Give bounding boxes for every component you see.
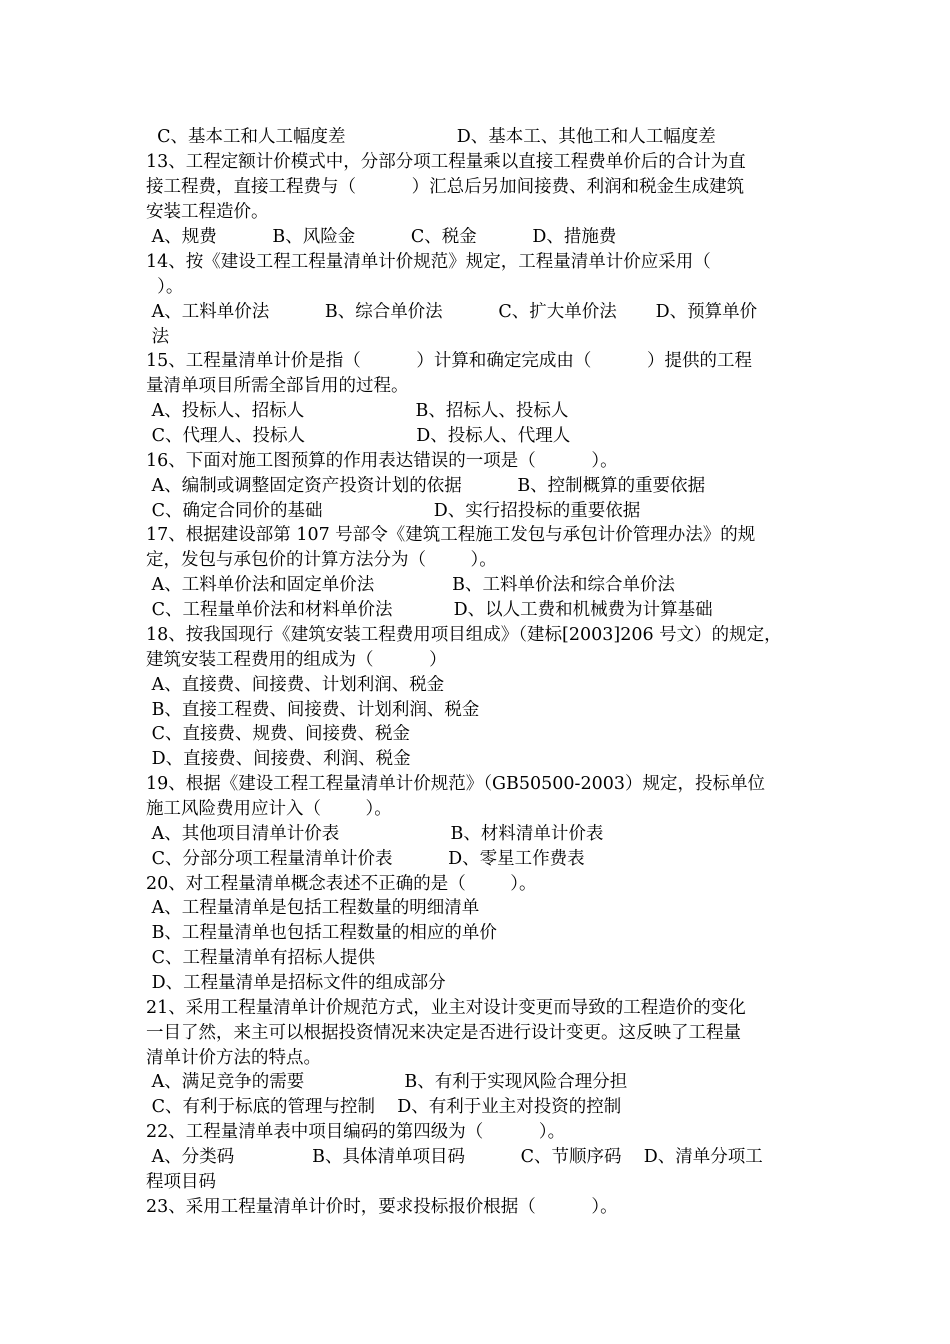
text-line: 18、按我国现行《建筑安装工程费用项目组成》（建标[2003]206 号文）的规定， [146, 625, 782, 645]
text-line: C、工程量清单有招标人提供 [146, 948, 375, 968]
text-line: 接工程费，直接工程费与（ ）汇总后另加间接费、利润和税金生成建筑 [146, 177, 745, 197]
text-line: A、分类码 B、具体清单项目码 C、节顺序码 D、清单分项工 [146, 1147, 763, 1167]
text-line: 法 [146, 327, 170, 347]
text-line: A、工料单价法 B、综合单价法 C、扩大单价法 D、预算单价 [146, 302, 758, 322]
text-line: 程项目码 [146, 1172, 216, 1192]
text-line: A、工料单价法和固定单价法 B、工料单价法和综合单价法 [146, 575, 675, 595]
text-line: 量清单项目所需全部旨用的过程。 [146, 376, 409, 396]
text-line: 19、根据《建设工程工程量清单计价规范》（GB50500-2003）规定，投标单位 [146, 774, 765, 794]
text-line: D、直接费、间接费、利润、税金 [146, 749, 411, 769]
text-line: 建筑安装工程费用的组成为（ ） [146, 650, 447, 670]
text-line: 16、下面对施工图预算的作用表达错误的一项是（ ）。 [146, 451, 618, 471]
text-line: C、基本工和人工幅度差 D、基本工、其他工和人工幅度差 [146, 127, 716, 147]
text-line: A、投标人、招标人 B、招标人、投标人 [146, 401, 569, 421]
text-line: B、直接工程费、间接费、计划利润、税金 [146, 700, 480, 720]
text-line: ）。 [146, 277, 184, 297]
text-line: 17、根据建设部第 107 号部令《建筑工程施工发包与承包计价管理办法》的规 [146, 525, 756, 545]
text-line: C、代理人、投标人 D、投标人、代理人 [146, 426, 571, 446]
text-line: C、有利于标底的管理与控制 D、有利于业主对投资的控制 [146, 1097, 622, 1117]
text-line: 一目了然，来主可以根据投资情况来决定是否进行设计变更。这反映了工程量 [146, 1023, 741, 1043]
text-line: A、规费 B、风险金 C、税金 D、措施费 [146, 227, 617, 247]
text-line: A、满足竞争的需要 B、有利于实现风险合理分担 [146, 1072, 628, 1092]
text-line: C、分部分项工程量清单计价表 D、零星工作费表 [146, 849, 585, 869]
text-line: B、工程量清单也包括工程数量的相应的单价 [146, 923, 497, 943]
text-line: 15、工程量清单计价是指（ ）计算和确定完成由（ ）提供的工程 [146, 351, 753, 371]
text-line: 安装工程造价。 [146, 202, 269, 222]
text-line: 清单计价方法的特点。 [146, 1048, 321, 1068]
text-line: 20、对工程量清单概念表述不正确的是（ ）。 [146, 874, 537, 894]
text-line: C、直接费、规费、间接费、税金 [146, 724, 410, 744]
text-line: A、直接费、间接费、计划利润、税金 [146, 675, 445, 695]
text-line: C、确定合同价的基础 D、实行招投标的重要依据 [146, 501, 641, 521]
text-line: A、其他项目清单计价表 B、材料清单计价表 [146, 824, 604, 844]
text-line: 22、工程量清单表中项目编码的第四级为（ ）。 [146, 1122, 566, 1142]
text-line: 施工风险费用应计入（ ）。 [146, 799, 392, 819]
text-line: C、工程量单价法和材料单价法 D、以人工费和机械费为计算基础 [146, 600, 713, 620]
text-line: 14、按《建设工程工程量清单计价规范》规定，工程量清单计价应采用（ [146, 252, 711, 272]
text-line: 21、采用工程量清单计价规范方式，业主对设计变更而导致的工程造价的变化 [146, 998, 746, 1018]
text-line: A、工程量清单是包括工程数量的明细清单 [146, 898, 480, 918]
text-line: A、编制或调整固定资产投资计划的依据 B、控制概算的重要依据 [146, 476, 706, 496]
text-line: 23、采用工程量清单计价时，要求投标报价根据（ ）。 [146, 1197, 618, 1217]
text-line: 13、工程定额计价模式中，分部分项工程量乘以直接工程费单价后的合计为直 [146, 152, 746, 172]
text-line: D、工程量清单是招标文件的组成部分 [146, 973, 446, 993]
text-line: 定，发包与承包价的计算方法分为（ ）。 [146, 550, 497, 570]
